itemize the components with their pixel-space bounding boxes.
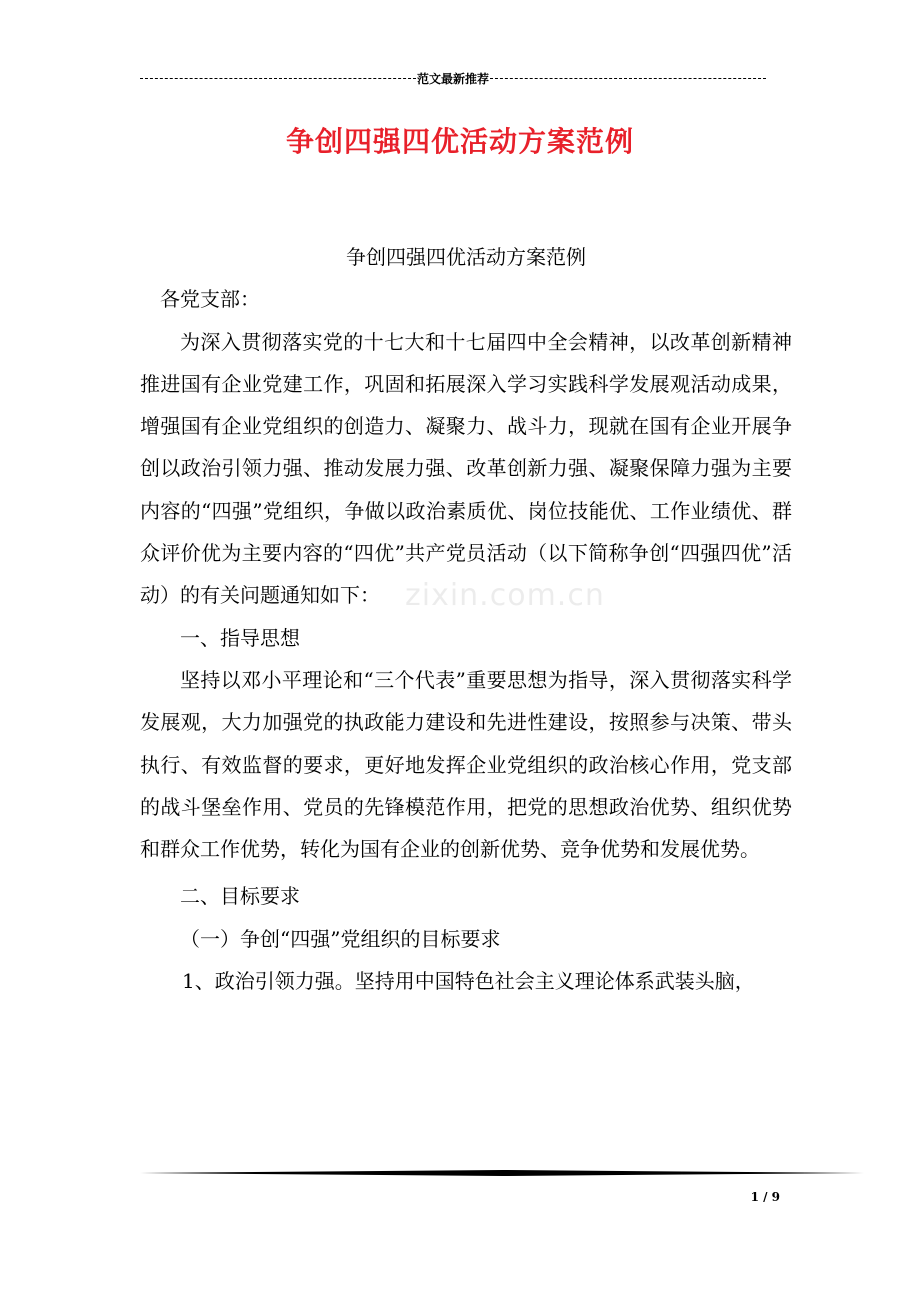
subsection-heading-four-strong: （一）争创“四强”党组织的目标要求 — [180, 926, 501, 951]
header-label: 范文最新推荐 — [417, 71, 490, 86]
document-title: 争创四强四优活动方案范例 — [285, 125, 634, 158]
page-number: 1 / 9 — [750, 1190, 780, 1204]
item-political-leadership: 1、政治引领力强。坚持用中国特色社会主义理论体系武装头脑， — [182, 969, 755, 994]
document-body — [140, 236, 792, 1002]
section-heading-goals: 二、目标要求 — [180, 884, 300, 909]
salutation: 各党支部： — [160, 287, 260, 312]
footer-rule — [140, 1170, 864, 1176]
page-header — [140, 68, 766, 88]
watermark: zixin.com.cn — [405, 578, 605, 613]
document-subtitle: 争创四强四优活动方案范例 — [346, 245, 586, 269]
header-dash-left — [140, 78, 416, 79]
section-heading-guiding-thought: 一、指导思想 — [180, 625, 300, 650]
intro-paragraph: 为深入贯彻落实党的十七大和十七届四中全会精神，以改革创新精神推进国有企业党建工作，巩固和拓展深入学习实践科学发展观活动成果，增强国有企业党组织的创造力、凝聚力、战斗力，现就在国有企业开展争创以政治引领力强、推动发展力强、改革创新力强、凝聚保障力强为主要内容的“四强”党组织，争做以政治素质优、岗位技能优、工作业绩优、群众评价优为主要内容的“四优”共产党员活动（以下简称争创“四强四优”活动）的有关问题通知如下： — [140, 329, 792, 608]
guiding-thought-paragraph: 坚持以邓小平理论和“三个代表”重要思想为指导，深入贯彻落实科学发展观，大力加强党的执政能力建设和先进性建设，按照参与决策、带头执行、有效监督的要求，更好地发挥企业党组织的政治核心作用，党支部的战斗堡垒作用、党员的先锋模范作用，把党的思想政治优势、组织优势和群众工作优势，转化为国有企业的创新优势、竞争优势和发展优势。 — [140, 667, 792, 862]
header-dash-right — [490, 78, 766, 79]
